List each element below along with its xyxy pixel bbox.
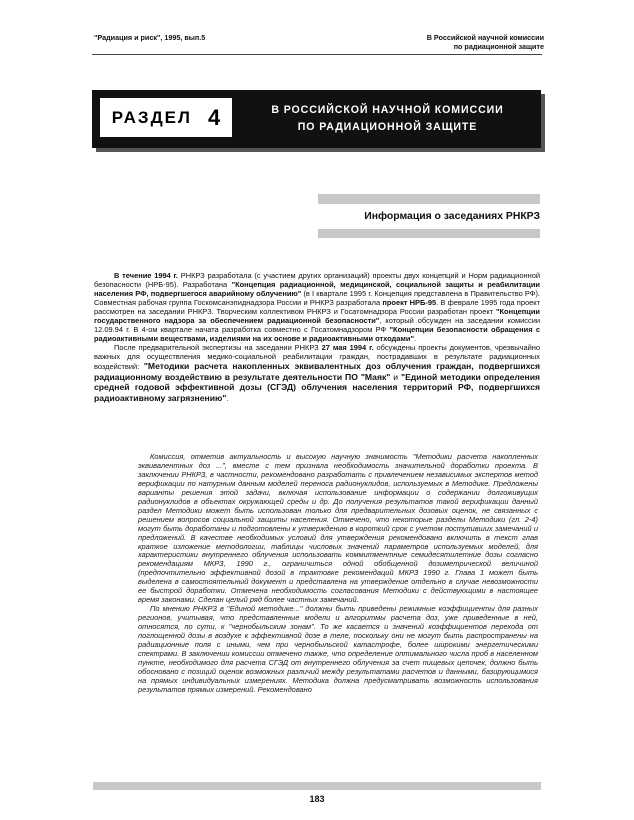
p2-method-2: "Единой методики определения средней годовой эффективной дозы (СГЭД) облучения населения территорий РФ, подвергшихся радиоактивному загрязнению" <box>94 371 540 403</box>
p1-text-5: . <box>413 334 417 344</box>
running-header-right <box>427 33 544 51</box>
section-title-line1: В РОССИЙСКОЙ НАУЧНОЙ КОМИССИИ <box>271 104 504 116</box>
running-header-right-line1: В Российской научной комиссии <box>426 33 544 42</box>
p1-text-4: , который обсужден на заседании комиссии 12.09.94 г. В 4-ом квартале начата разработка совместно с Госатомнадзором РФ <box>94 316 540 335</box>
p1-date: В течение 1994 г. <box>114 271 178 280</box>
section-label-box <box>100 98 232 137</box>
paragraph-1 <box>94 271 540 343</box>
p2-date: 27 мая 1994 г. <box>321 343 374 353</box>
p1-text-2: (в I квартале 1995 г. Концепция представлена в Правительство РФ). Совместная рабочая группа Госкомсанэпиднадзора России и РНКРЗ разработала <box>94 289 540 308</box>
p2-text-2: обсуждены проекты документов, чрезвычайно важных для осуществления медико-социальной реабилитации граждан, пострадавших в результате радиационных воздействий: <box>94 343 540 372</box>
section-number: 4 <box>207 104 221 130</box>
title-rule-bottom <box>318 229 540 238</box>
article-body <box>94 271 540 403</box>
header-rule <box>92 54 542 55</box>
p1-concept-3: "Концепции безопасности обращения с радиоактивными веществами, изделиями на их основе и радиоактивными отходами" <box>94 325 540 344</box>
section-label: РАЗДЕЛ <box>111 107 192 127</box>
section-title <box>240 102 535 136</box>
article-title: Информация о заседаниях РНКРЗ <box>364 211 540 222</box>
running-header-right-line2: по радиационной защите <box>453 42 544 51</box>
paragraph-2 <box>94 343 540 403</box>
p1-concept-1: "Концепция радиационной, медицинской, социальной защиты и реабилитации населения РФ, подвергшегося аварийному облучению" <box>94 280 540 299</box>
title-rule-top <box>318 194 540 204</box>
p2-text-4: . <box>226 393 229 403</box>
italic-paragraph-1: Комиссия, отметив актуальность и высокую научную значимость "Методики расчета накопленных эквивалентных доз ...", вместе с тем признала необходимость значительной доработки проекта. В заключении РНКРЗ, в частности, рекомендовано разработать с привлечением независимых экспертов метод верификации по натурным данным моделей переноса радионуклидов, используемых в Методике. Предложены варианты решения этой задачи, включая использование информации о содержании долгоживущих радионуклидов в объектах окружающей среды и др. До получения результатов такой верификации данный раздел Методики может быть использован только для предварительных дозовых оценок, не связанных с решением вопросов социальной защиты населения. Отмечено, что некоторые разделы Методики (гл. 2-4) могут быть доработаны и подготовлены к утверждению в короткий срок с учетом поступивших замечаний и предложений. В качестве необходимых условий для утверждения рекомендовано включить в текст глав краткое изложение методологии, таблицы числовых значений параметров используемых моделей, для характеристики внутреннего облучения использовать коммитментные семидесятилетние дозы согласно рекомендациям МКРЗ, 1990 г., ограничиться одной обобщенной дозиметрической величиной (предпочтительно эффективной дозой в трактовке рекомендаций МКРЗ 1990 г. Глава 1 может быть выделена в самостоятельный документ и представлена на утверждение отдельно в случае невозможности ее быстрой доработки. Отмечена необходимость согласования Методики с действующими в настоящее время законами. Сделан целый ряд более частных замечаний. <box>138 452 538 605</box>
p1-concept-2: "Концепции государственного надзора за обеспечением радиационной безопасности" <box>94 307 540 326</box>
italic-paragraph-2: По мнению РНКРЗ в "Единой методике..." должны быть приведены режимные коэффициенты для разных регионов, учитывая, что представленные модели и алгоритмы расчета доз, уже приведенные в ней, относятся, по сути, к "чернобыльским зонам". То же касается и значений коэффициентов перехода от поглощенной дозы в воздухе к эффективной дозе в теле, поскольку они не могут быть распространены на радиационные поля с иными, чем при чернобыльской катастрофе, более широкими энергетическими спектрами. В заключении комиссии отмечено также, что определение оптимального числа проб в населенном пункте, необходимого для расчета СГЭД от внутреннего облучения за счет пищевых цепочек, должно быть обосновано с позиций оценок возможных различий между результатами расчетов и данными, базирующимися на прямых индивидуальных измерениях. Методика должна предусматривать возможность использования результатов прямых измерений. Рекомендовано <box>138 604 538 694</box>
p1-text-1: РНКРЗ разработала (с участием других организаций) проекты двух концепций и Норм радиационной безопасности (НРБ-95). Разработана <box>94 271 540 290</box>
section-banner <box>92 90 541 148</box>
page-number: 183 <box>309 794 325 804</box>
commission-notes <box>138 453 538 695</box>
section-title-line2: ПО РАДИАЦИОННОЙ ЗАЩИТЕ <box>297 121 478 133</box>
p1-project: проект НРБ-95 <box>382 298 437 308</box>
p2-text-3: и <box>390 371 401 382</box>
footer-rule <box>93 782 541 790</box>
p2-text-1: После предварительной экспертизы на заседании РНКРЗ <box>114 343 322 353</box>
p1-text-3: . В феврале 1995 года проект рассмотрен на заседании РНКРЗ. Творческим коллективом РНКРЗ и Госатомнадзора России разработан проект <box>94 298 540 317</box>
p2-method-1: "Методики расчета накопленных эквивалентных доз облучения граждан, подвергшихся радиационному воздействию в результате деятельности ПО "Маяк" <box>94 361 540 382</box>
running-header-left: "Радиация и риск", 1995, вып.5 <box>94 33 206 42</box>
